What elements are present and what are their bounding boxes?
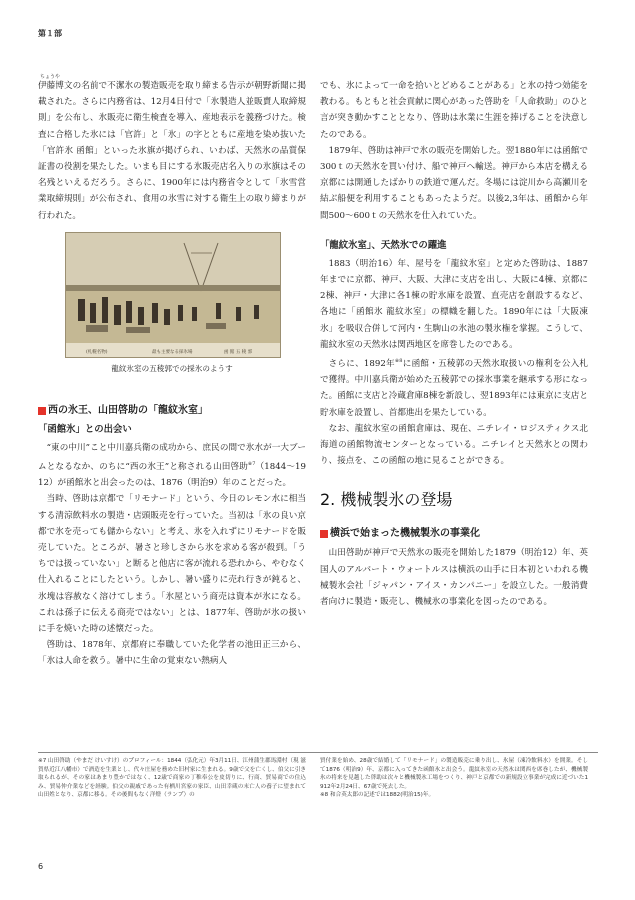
footnote-8: ※8 和合英太郎の記述では1882(明治15)年。 <box>320 792 435 799</box>
right-column <box>320 78 588 610</box>
left-column <box>38 74 306 670</box>
part-label: 第１部 <box>38 29 62 38</box>
photo-figure <box>65 232 279 374</box>
subheading-ryumon-growth: 「龍紋氷室」、天然氷での躍進 <box>320 239 447 251</box>
photo-scene-illustration <box>66 233 280 357</box>
harvesting-ice-photo <box>65 232 281 358</box>
section-heading-text: 西の氷王、山田啓助の「龍紋氷室」 <box>48 404 208 416</box>
section-heading-text: 横浜で始まった機械製氷の事業化 <box>330 528 480 540</box>
section-heading-yokohama <box>320 525 588 543</box>
paragraph-right-3: 1883（明治16）年、屋号を「龍紋氷室」と定めた啓助は、1887年までに京都、神戸、大阪、大津に支店を出し、大阪に4棟、京都に2棟、神戸・大津に各1棟の貯氷庫を設置、直売店を創設するなど、各地に「函館氷 龍紋氷室」の標幟を翻した。1890年には「大阪凍氷」を吸収合併して河内・生駒山の氷池の製氷権を掌握。こうして、龍紋氷室の天然氷は関西地区を席巻したのである。 <box>320 258 588 350</box>
footnotes-right <box>320 757 588 800</box>
photo-inner-caption-left: (札幌名物) <box>86 349 108 355</box>
page-number: 6 <box>38 862 44 871</box>
paragraph-left-3: 当時、啓助は京都で「リモナード」という、今日のレモン水に相当する清涼飲料水の製造・店頭販売を行っていた。当初は「氷の良い京都で氷を売っても儲からない」と考え、氷を入れずにリモナードを販売していた。ところが、暑さと珍しさから氷を求める客が殺到。「うちでは扱っていない」と断ると他店に客が流れる恐れから、やむなく仕入れることにしたという。しかし、暑い盛りに売れ行きが鈍ると、氷塊は容赦なく溶けてしまう。「氷屋という商売は資本が氷になる。これは孫子に伝える商売ではない」とは、1877年、啓助が氷の扱いに手を焼いた時の述懐だった。 <box>38 494 306 634</box>
paragraph-right-5: なお、龍紋氷室の函館倉庫は、現在、ニチレイ・ロジスティクス北海道の函館物流センターとなっている。ニチレイと天然氷との関わり、接点を、この函館の地に見ることができる。 <box>320 423 588 467</box>
paragraph-left-2: “東の中川”こと中川嘉兵衛の成功から、庶民の間で氷水が一大ブームとなるなか、のちに“西の氷王”と称される山田啓助$^{※7}$（1844～1912）が函館氷と出会ったのは、1876（明治9）年のことだった。 <box>38 442 306 489</box>
paragraph-right-2: 1879年、啓助は神戸で氷の販売を開始した。翌1880年には函館で300ｔの天然氷を買い付け、船で神戸へ輸送。神戸から本店を構える京都には開通したばかりの鉄道で運んだ。冬場には淀川から高瀬川を結ぶ船便を利用することもあったようだ。以後2,3年は、函館から年間500～600ｔの天然氷を仕入れていた。 <box>320 145 588 221</box>
paragraph-left-4: 啓助は、1878年、京都府に奉職していた化学者の池田正三から、「氷は人命を救う。暑中に生命の覚束ない熱病人 <box>38 640 306 667</box>
footnote-divider <box>38 752 598 753</box>
footnotes-left <box>38 757 306 800</box>
photo-inner-caption-right: 函 館 五 稜 郭 <box>224 349 253 355</box>
red-square-bullet-icon <box>38 407 46 415</box>
red-square-bullet-icon <box>320 530 328 538</box>
paragraph-right-4: さらに、1892年$^{※8}$に函館・五稜郭の天然氷取扱いの権利を公入札で獲得。中川嘉兵衛が始めた五稜郭での採氷事業を継承する形になった。函館に支店と冷蔵倉庫8棟を新設し、翌1893年には東京に支店と貯氷庫を設置し、首都進出を果たしている。 <box>320 358 588 418</box>
footnote-7: ※7 山田啓助（やまだ けいすけ）のプロフィール：1844（弘化元）年3月11日、江州蒲生郡馬淵村（現 滋賀県近江八幡市）で酒造を生業とし、代々庄屋を務めた旧村家に生まれる。9歳で父を亡くし、伯父に引き取られるが、その家はあまり豊かではなく、12歳で商家の丁稚奉公を皮切りに、行商、貿易商での住込み、貿易仲介業などを経験。伯父の親戚であった有栖川宮家の家臣、山田幸蔵の末亡人の養子に望まれて山田姓となり、京都に移る。その後間もなく洋燈（ランプ）の <box>38 758 306 799</box>
photo-inner-caption-mid: 最も主要なる採氷場 <box>152 349 193 355</box>
paragraph-left-1: 伊藤博文の名前で不潔氷の製造販売を取り締まる告示が朝野新聞に掲載された。さらに内務省は、12月4日付で「氷製造人並販賣人取締規則」を公布し、氷販売に衛生検査を導入、産地表示を義務づけた。検査に合格した氷には「官許」と「氷」の字とともに産地を染め抜いた「官許氷 函館」といった氷旗が掲げられ、いわば、天然氷の品質保証書の役割を果たした。いまも目にする氷販売店名入りの氷旗はその名残といえるだろう。さらに、1900年には内務省令として「氷雪営業取締規則」が公布され、食用の氷雪に対する衛生上の取り締まりが行われた。 <box>38 81 306 221</box>
subheading-hakodate-ice: 「函館氷」との出会い <box>38 423 132 435</box>
section-heading-west-ice-king <box>38 402 306 420</box>
photo-caption: 龍紋氷室の五稜郭での採氷のようす <box>111 363 233 373</box>
footnote-ref-7: ※7 <box>247 461 256 468</box>
furigana-choya: ちょうや <box>40 74 61 80</box>
chapter-heading: 2. 機械製氷の登場 <box>320 490 453 510</box>
footnote-7-continued: 貿付業を始め、28歳で結婚して「リモナード」の製造販売に乗り出し、氷屋（凍冷飲料水）を開業。そして1876（明治9）年、京都に入ってきた函館氷と出会う。龍紋氷室の天然氷は関西を席巻したが、機械製氷の将来を見越した啓助は次々と機械製氷工場をつくり、神戸と京都での新規設立事業が完成に近づいた1912年2月24日、67歳で死去した。 <box>320 758 588 790</box>
paragraph-right-1: でも、氷によって一命を拾いとどめることがある」と氷の持つ効能を教わる。もともと社会貢献に関心があった啓助を「人命救助」のひと言が突き動かすこととなり、啓助は氷業に生涯を捧げることを決意したのである。 <box>320 81 588 140</box>
paragraph-right-6: 山田啓助が神戸で天然氷の販売を開始した1879（明治12）年、英国人のアルバート・ウォートルスは横浜の山手に日本初といわれる機械製氷会社「ジャパン・アイス・カンパニー」を設立した。一般消費者向けに製造・販売し、機械氷の事業化を図ったのである。 <box>320 548 588 607</box>
footnote-ref-8: ※8 <box>394 358 403 365</box>
